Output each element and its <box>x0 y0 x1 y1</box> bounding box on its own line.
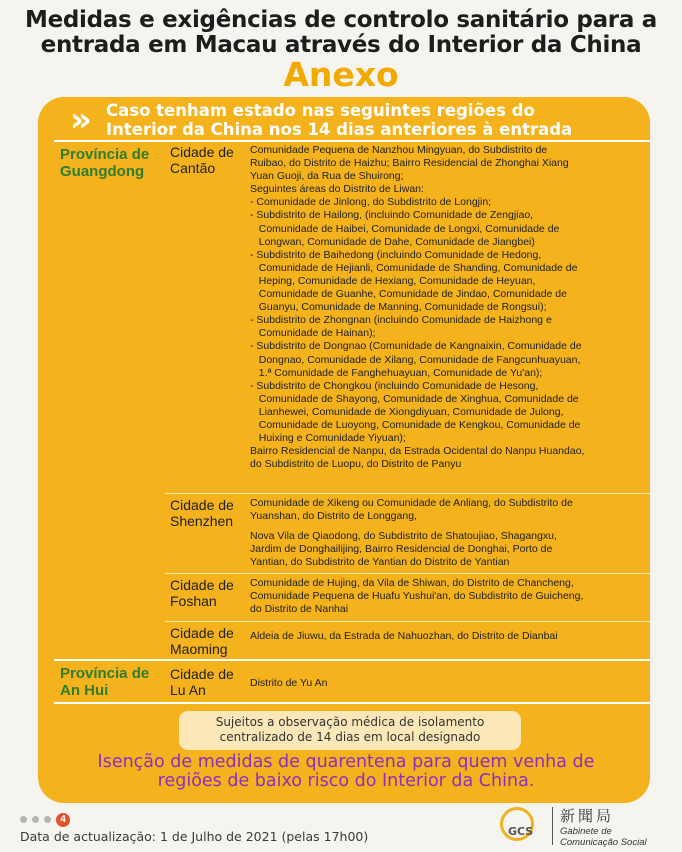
row-divider <box>165 573 650 574</box>
panel-header-line1: Caso tenham estado nas seguintes regiões do <box>106 101 535 120</box>
chevron-right-icon: » <box>70 100 92 140</box>
isolation-note-line2: centralizado de 14 dias em local designado <box>219 730 481 744</box>
logo-line1: Gabinete de <box>560 826 612 837</box>
anexo-heading: Anexo <box>283 55 399 94</box>
region-divider <box>54 659 650 661</box>
page-dot[interactable] <box>20 816 27 823</box>
areas-cantao: Comunidade Pequena de Nanzhou Mingyuan, do Subdistrito de Ruibao, do Distrito de Haizhu; Bairro Residencial de Zhonghai Xiang Yuan Guoji, da Rua de Shuirong; Seguintes áreas do Distrito de Liwan: - Comunidade de Jinlong, do Subdistrito de Longjin; - Subdistrito de Hailong, (incluindo Comunidade de Zengjiao, Comunidade de Haibei, Comunidade de Longxi, Comunidade de Longwan, Comunidade de Dahe, Comunidade de Jiangbei) - Subdistrito de Baihedong (incluindo Comunidade de Hedong, Comunidade de Hejianli, Comunidade de Shanding, Comunidade de Heping, Comunidade de Hexiang, Comunidade de Heyuan, Comunidade de Guanhe, Comunidade de Jindao, Comunidade de Guanyu, Comunidade de Manning, Comunidade de Rongsui); - Subdistrito de Zhongnan (incluindo Comunidade de Haizhong e Comunidade de Hainan); - Subdistrito de Dongnao (Comunidade de Kangnaixin, Comunidade de Dongnao, Comunidade de Xilang, Comunidade de Fangcunhuayuan, 1.ª Comunidade de Fanghehuayuan, Comunidade de Yu'an); - Subdistrito de Chongkou (incluindo Comunidade de Hesong, Comunidade de Shayong, Comunidade de Xinghua, Comunidade de Lianhewei, Comunidade de Xiongdiyuan, Comunidade de Julong, Comunidade de Luoyong, Comunidade de Kengkou, Comunidade de Huixing e Comunidade Yiyuan); Bairro Residencial de Nanpu, da Estrada Ocidental do Nanpu Huandao, do Subdistrito de Luopu, do Distrito de Panyu <box>250 144 585 471</box>
areas-luan: Distrito de Yu An <box>250 677 328 689</box>
isolation-note <box>179 711 521 750</box>
gcs-logo <box>500 805 672 850</box>
areas-shenzhen-1: Comunidade de Xikeng ou Comunidade de Anliang, do Subdistrito de Yuanshan, do Distrito de Longgang, <box>250 497 573 523</box>
row-divider <box>165 493 650 494</box>
gcs-logo-mark: GCS <box>508 825 534 838</box>
table-top-divider <box>54 140 650 142</box>
city-cantao: Cidade de Cantão <box>170 144 234 176</box>
logo-line2: Comunicação Social <box>560 837 647 848</box>
areas-shenzhen-2: Nova Vila de Qiaodong, do Subdistrito de Shatoujiao, Shagangxu, Jardim de Donghailijing, Bairro Residencial de Donghai, Porto de Yantian, do Subdistrito de Yantian do Distrito de Yantian <box>250 530 557 569</box>
city-foshan: Cidade de Foshan <box>170 577 234 609</box>
page-title-line2: entrada em Macau através do Interior da China <box>40 32 642 58</box>
logo-divider <box>552 807 553 845</box>
city-maoming: Cidade de Maoming <box>170 625 234 657</box>
areas-foshan: Comunidade de Hujing, da Vila de Shiwan, do Distrito de Chancheng, Comunidade Pequena de Huafu Yushui'an, do Subdistrito de Guicheng, do Distrito de Nanhai <box>250 577 584 616</box>
city-shenzhen: Cidade de Shenzhen <box>170 497 234 529</box>
current-page-badge[interactable]: 4 <box>56 813 70 827</box>
isolation-note-line1: Sujeitos a observação médica de isolamento <box>215 715 485 729</box>
page-title <box>0 8 682 58</box>
exemption-line2: regiões de baixo risco do Interior da China. <box>157 771 535 791</box>
panel-header-line2: Interior da China nos 14 dias anteriores à entrada <box>106 120 573 139</box>
exemption-text <box>40 753 652 791</box>
areas-maoming: Aldeia de Jiuwu, da Estrada de Nahuozhan, do Distrito de Dianbai <box>250 630 558 642</box>
region-anhui: Província de An Hui <box>60 665 150 699</box>
row-divider <box>165 621 650 622</box>
page-dot[interactable] <box>44 816 51 823</box>
page-dot[interactable] <box>32 816 39 823</box>
exemption-line1: Isenção de medidas de quarentena para quem venha de <box>97 752 595 772</box>
page-title-line1: Medidas e exigências de controlo sanitário para a <box>24 7 658 33</box>
update-date: Data de actualização: 1 de Julho de 2021 (pelas 17h00) <box>20 829 369 844</box>
logo-chinese: 新聞局 <box>560 808 615 825</box>
region-guangdong: Província de Guangdong <box>60 146 150 180</box>
table-bottom-divider <box>54 702 650 704</box>
city-luan: Cidade de Lu An <box>170 666 234 698</box>
logo-portuguese <box>560 826 647 848</box>
pagination <box>20 811 70 829</box>
